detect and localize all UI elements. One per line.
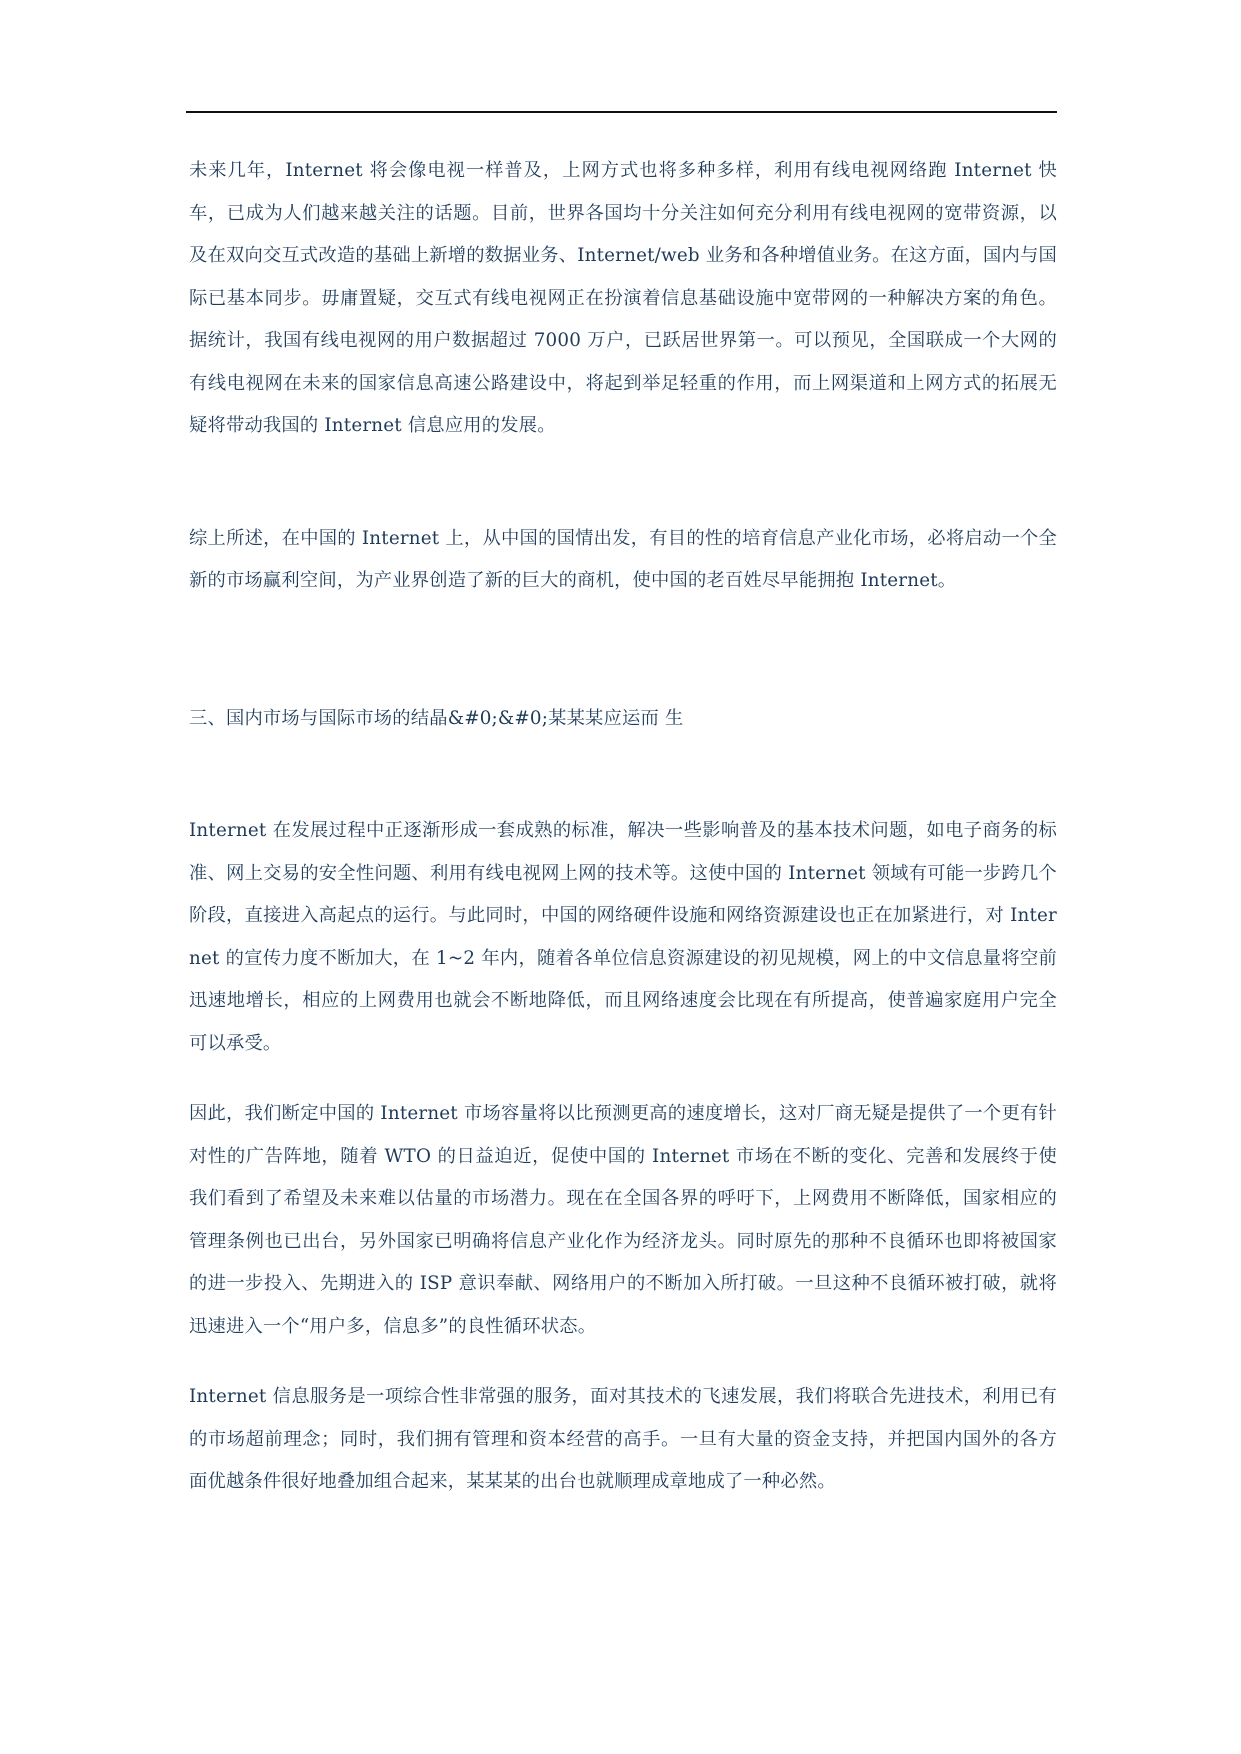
paragraph-internet-cable-tv: 未来几年，Internet 将会像电视一样普及，上网方式也将多种多样，利用有线电视网络跑 Internet 快车，已成为人们越来越关注的话题。目前，世界各国均十分关注如何充分利用有线电视网的宽带资源，以及在双向交互式改造的基础上新增的数据业务、Internet/web 业务和各种增值业务。在这方面，国内与国际已基本同步。毋庸置疑，交互式有线电视网正在扮演着信息基础设施中宽带网的一种解决方案的角色。据统计，我国有线电视网的用户数据超过 7000 万户，已跃居世界第一。可以预见，全国联成一个大网的有线电视网在未来的国家信息高速公路建设中，将起到举足轻重的作用，而上网渠道和上网方式的拓展无疑将带动我国的 Internet 信息应用的发展。 [189,160,1057,436]
paragraph-gap [189,1348,1057,1376]
paragraph-gap [189,1065,1057,1093]
paragraph-summary: 综上所述，在中国的 Internet 上，从中国的国情出发，有目的性的培育信息产业化市场，必将启动一个全新的市场赢利空间，为产业界创造了新的巨大的商机，使中国的老百姓尽早能拥抱 Internet。 [189,527,1057,591]
paragraph-market-capacity: 因此，我们断定中国的 Internet 市场容量将以比预测更高的速度增长，这对厂商无疑是提供了一个更有针对性的广告阵地，随着 WTO 的日益迫近，促使中国的 Internet 市场在不断的变化、完善和发展终于使我们看到了希望及未来难以估量的市场潜力。现在在全国各界的呼吁下，上网费用不断降低，国家相应的管理条例也已出台，另外国家已明确将信息产业化作为经济龙头。同时原先的那种不良循环也即将被国家的进一步投入、先期进入的 ISP 意识奉献、网络用户的不断加入所打破。一旦这种不良循环被打破，就将迅速进入一个“用户多，信息多”的良性循环状态。 [189,1103,1057,1337]
paragraph-gap [189,603,1057,698]
document-body [189,150,1057,1504]
paragraph-info-service: Internet 信息服务是一项综合性非常强的服务，面对其技术的飞速发展，我们将联合先进技术，利用已有的市场超前理念；同时，我们拥有管理和资本经营的高手。一旦有大量的资金支持，并把国内国外的各方面优越条件很好地叠加组合起来，某某某的出台也就顺理成章地成了一种必然。 [189,1386,1057,1492]
paragraph-standards: Internet 在发展过程中正逐渐形成一套成熟的标准，解决一些影响普及的基本技术问题，如电子商务的标准、网上交易的安全性问题、利用有线电视网上网的技术等。这使中国的 Internet 领域有可能一步跨几个阶段，直接进入高起点的运行。与此同时，中国的网络硬件设施和网络资源建设也正在加紧进行，对 Internet 的宣传力度不断加大，在 1~2 年内，随着各单位信息资源建设的初见规模，网上的中文信息量将空前迅速地增长，相应的上网费用也就会不断地降低，而且网络速度会比现在有所提高，使普遍家庭用户完全可以承受。 [189,820,1057,1054]
section-heading: 三、国内市场与国际市场的结晶&#0;&#0;某某某应运而 生 [189,707,684,729]
paragraph-gap [189,740,1057,810]
header-rule [186,111,1057,113]
paragraph-gap [189,448,1057,518]
